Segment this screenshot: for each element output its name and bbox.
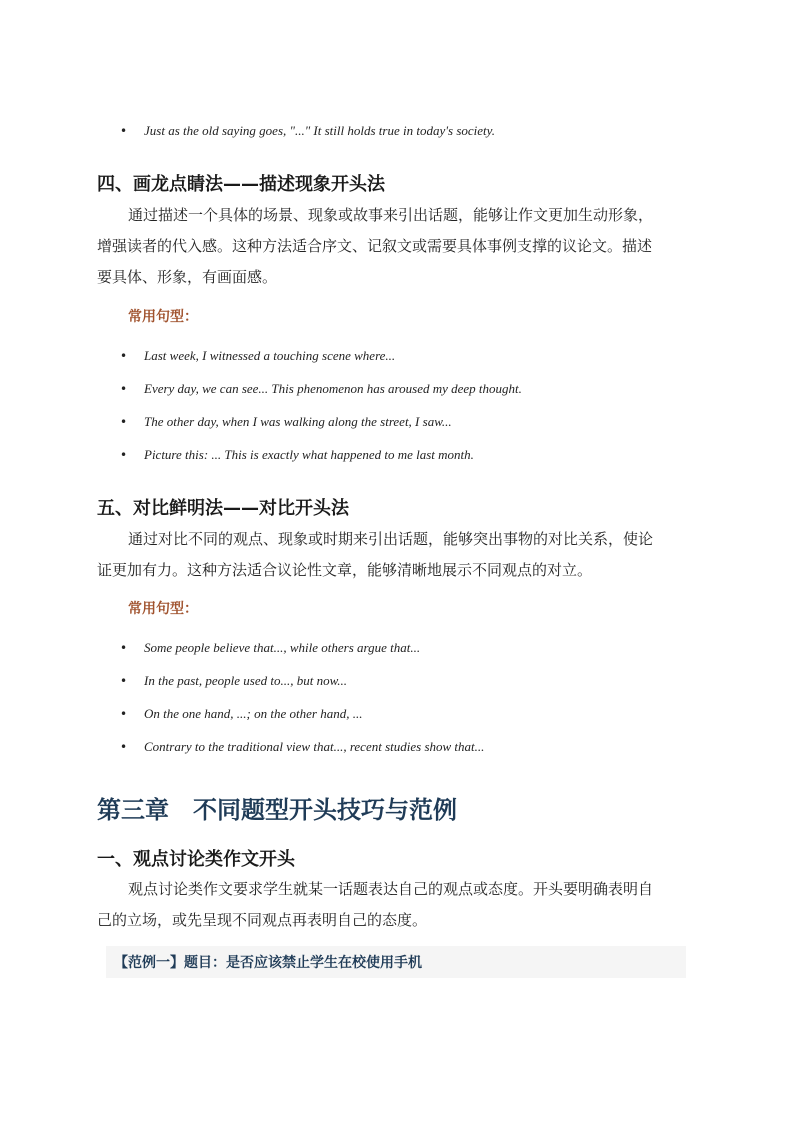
pattern-sentence: On the one hand, ...; on the other hand, ... xyxy=(144,706,363,721)
pattern-sentence: Picture this: ... This is exactly what happened to me last month. xyxy=(144,447,474,462)
bullet-icon: • xyxy=(120,641,128,655)
bullet-icon: • xyxy=(120,124,128,138)
list-item xyxy=(120,445,720,478)
list-item xyxy=(120,671,720,704)
pattern-sentence: In the past, people used to..., but now... xyxy=(144,673,348,688)
paragraph-line: 要具体、形象，有画面感。 xyxy=(97,268,278,286)
chapter-title: 第三章 不同题型开头技巧与范例 xyxy=(97,796,457,824)
list-item xyxy=(120,379,720,412)
pattern-sentence: Every day, we can see... This phenomenon has aroused my deep thought. xyxy=(144,381,522,396)
list-item xyxy=(120,346,720,379)
pattern-sentence: Just as the old saying goes, "..." It still holds true in today's society. xyxy=(144,123,495,138)
bullet-icon: • xyxy=(120,448,128,462)
section-heading: 一、观点讨论类作文开头 xyxy=(97,849,295,870)
pattern-label: 常用句型： xyxy=(128,601,198,617)
section-heading: 四、画龙点睛法——描述现象开头法 xyxy=(97,174,385,195)
pattern-sentence: Some people believe that..., while others argue that... xyxy=(144,640,421,655)
bullet-icon: • xyxy=(120,674,128,688)
section-paragraph xyxy=(97,524,689,586)
pattern-sentence: The other day, when I was walking along the street, I saw... xyxy=(144,414,452,429)
top-bullet-list xyxy=(120,121,720,154)
paragraph-line: 证更加有力。这种方法适合议论性文章，能够清晰地展示不同观点的对立。 xyxy=(97,561,593,579)
section-heading: 五、对比鲜明法——对比开头法 xyxy=(97,498,349,519)
bullet-icon: • xyxy=(120,707,128,721)
section-paragraph xyxy=(97,874,689,936)
paragraph-line: 己的立场，或先呈现不同观点再表明自己的态度。 xyxy=(97,911,428,929)
list-item xyxy=(120,121,720,154)
section-paragraph xyxy=(97,200,689,293)
bullet-icon: • xyxy=(120,349,128,363)
paragraph-line: 观点讨论类作文要求学生就某一话题表达自己的观点或态度。开头要明确表明自 xyxy=(128,880,654,898)
pattern-sentence: Contrary to the traditional view that..., recent studies show that... xyxy=(144,739,485,754)
example-box xyxy=(106,946,686,978)
bullet-icon: • xyxy=(120,740,128,754)
pattern-list xyxy=(120,346,720,478)
list-item xyxy=(120,412,720,445)
example-title: 【范例一】题目：是否应该禁止学生在校使用手机 xyxy=(114,955,422,971)
list-item xyxy=(120,704,720,737)
bullet-icon: • xyxy=(120,382,128,396)
list-item xyxy=(120,737,720,770)
list-item xyxy=(120,638,720,671)
paragraph-line: 通过描述一个具体的场景、现象或故事来引出话题，能够让作文更加生动形象， xyxy=(128,206,654,224)
bullet-icon: • xyxy=(120,415,128,429)
pattern-sentence: Last week, I witnessed a touching scene where... xyxy=(144,348,396,363)
paragraph-line: 增强读者的代入感。这种方法适合序文、记叙文或需要具体事例支撑的议论文。描述 xyxy=(97,237,653,255)
pattern-label: 常用句型： xyxy=(128,309,198,325)
pattern-list xyxy=(120,638,720,770)
paragraph-line: 通过对比不同的观点、现象或时期来引出话题，能够突出事物的对比关系，使论 xyxy=(128,530,654,548)
